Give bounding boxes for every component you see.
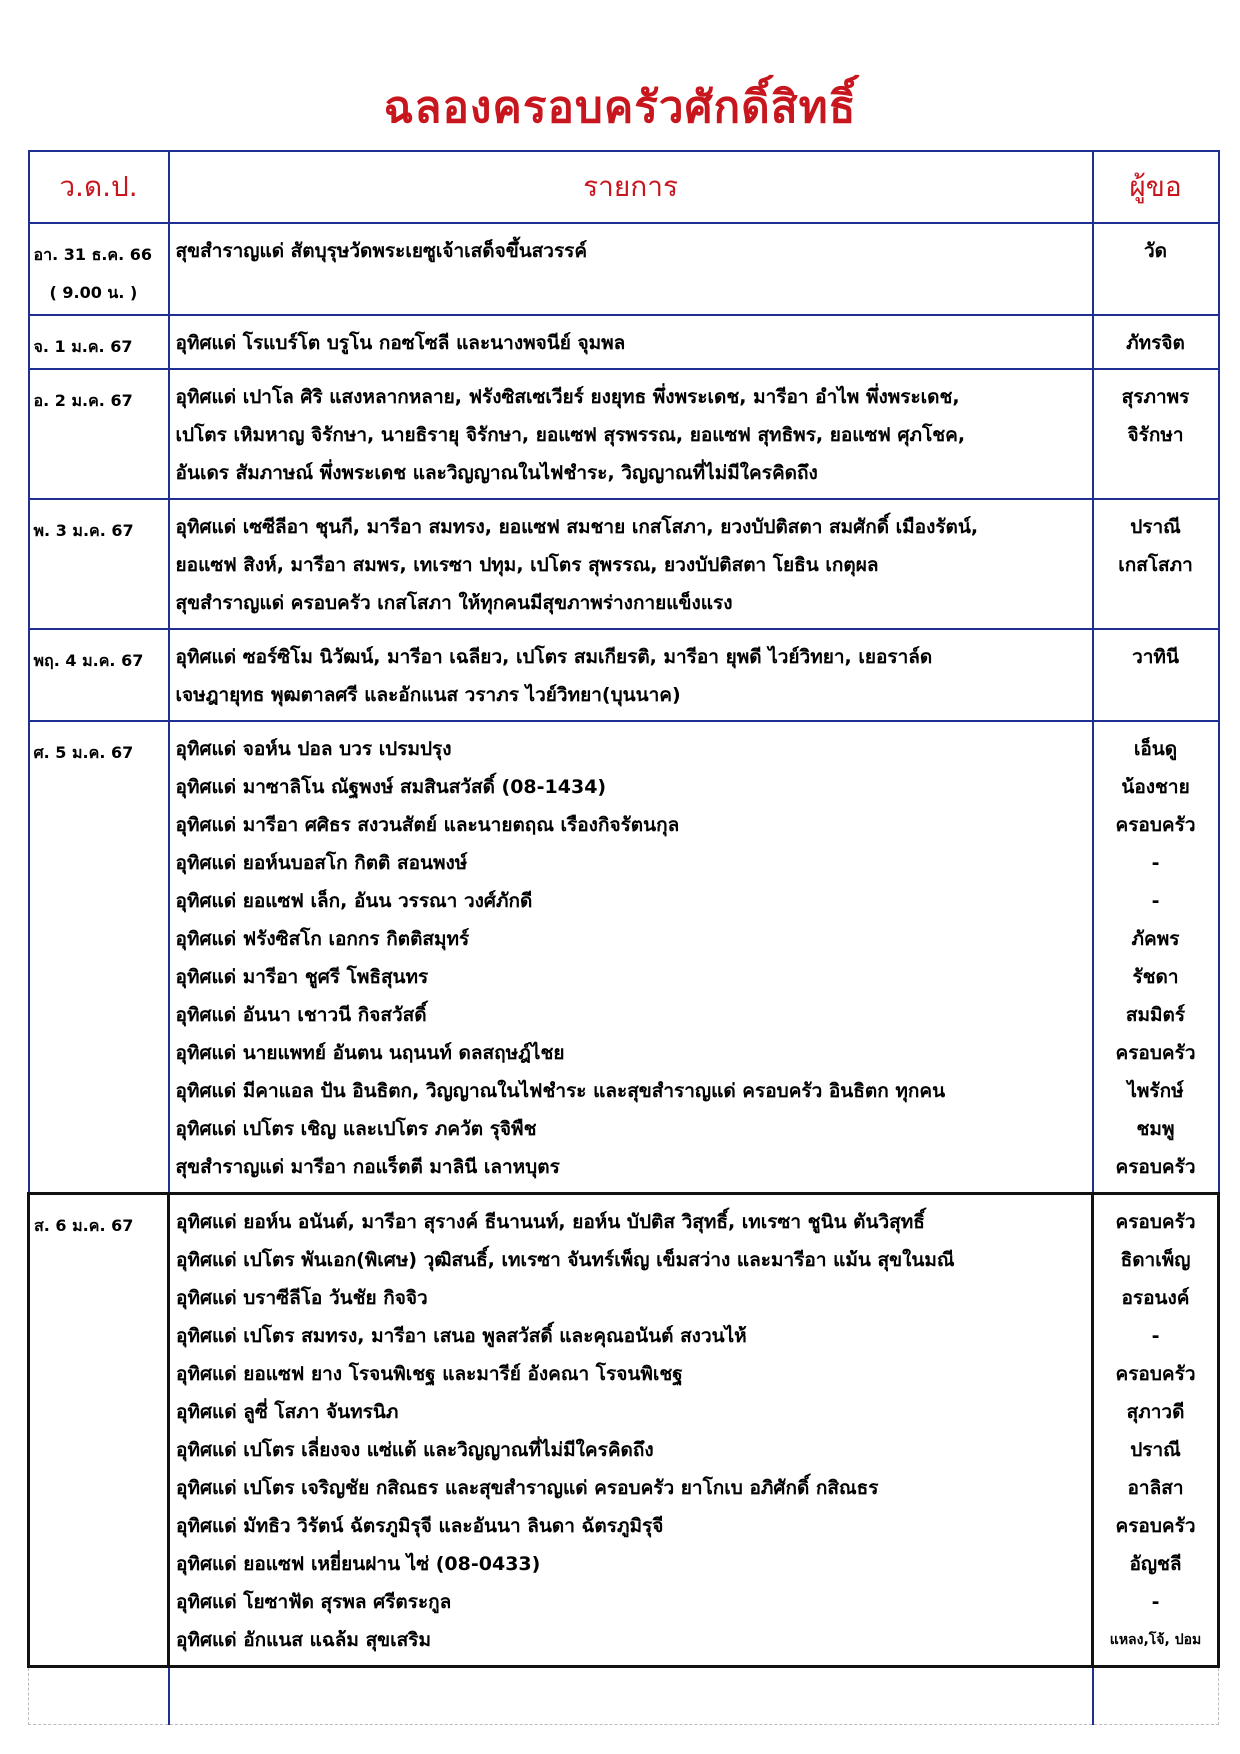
item-line: อุทิศแด่ เปโตร เลี่ยงจง แซ่แต้ และวิญญาณที่ไม่มีใครคิดถึง <box>176 1439 654 1461</box>
date-text: อา. 31 ธ.ค. 66 <box>33 245 153 264</box>
requester-line: สุรภาพร <box>1121 386 1190 408</box>
date-cell <box>29 629 169 721</box>
date-text: จ. 1 ม.ค. 67 <box>33 337 133 356</box>
item-line: เจษฎายุทธ พุฒตาลศรี และอักแนส วราภร ไวย์วิทยา(บุนนาค) <box>175 684 681 706</box>
items-cell <box>169 1194 1093 1667</box>
requester-line <box>1096 270 1216 308</box>
requester-line: ชมพู <box>1136 1118 1175 1140</box>
requester-line <box>1096 454 1216 492</box>
requester-line: น้องชาย <box>1121 776 1190 798</box>
item-line: อุทิศแด่ บราซีลีโอ วันชัย กิจจิว <box>176 1287 428 1309</box>
header-date: ว.ด.ป. <box>29 151 169 223</box>
item-line: อุทิศแด่ โรแบร์โต บรูโน กอซโซลี และนางพจนีย์ จุมพล <box>175 332 626 354</box>
item-line: อุทิศแด่ โยซาฟัด สุรพล ศรีตระกูล <box>176 1591 452 1613</box>
requester-line: อรอนงค์ <box>1121 1287 1190 1309</box>
requester-line: ครอบครัว <box>1115 1042 1196 1064</box>
table-body <box>29 223 1219 1725</box>
requester-line: - <box>1151 890 1160 912</box>
requester-line: ไพรักษ์ <box>1127 1080 1184 1102</box>
item-line: อุทิศแด่ เปโตร เจริญชัย กสิณธร และสุขสำราญแด่ ครอบครัว ยาโกเบ อภิศักดิ์ กสิณธร <box>176 1477 879 1499</box>
requester-line: ภัคพร <box>1131 928 1180 950</box>
item-line: อุทิศแด่ อักแนส แฉล้ม สุขเสริม <box>176 1629 431 1651</box>
item-line: อุทิศแด่ อันนา เชาวนี กิจสวัสดิ์ <box>175 1004 427 1026</box>
item-line: อุทิศแด่ มีคาแอล ปัน อินธิตก, วิญญาณในไฟชำระ และสุขสำราญแด่ ครอบครัว อินธิตก ทุกคน <box>175 1080 946 1102</box>
date-text: ส. 6 ม.ค. 67 <box>34 1216 134 1235</box>
requester-line: เอ็นดู <box>1133 738 1178 760</box>
table-row <box>29 721 1219 1194</box>
items-cell <box>169 499 1093 629</box>
table-row <box>29 629 1219 721</box>
item-line: อุทิศแด่ มัทธิว วิรัตน์ ฉัตรภูมิรุจี และอันนา ลินดา ฉัตรภูมิรุจี <box>176 1515 664 1537</box>
requester-cell <box>1093 315 1219 369</box>
requester-line: เกสโสภา <box>1118 554 1193 576</box>
requester-line: สมมิตร์ <box>1125 1004 1186 1026</box>
date-cell <box>29 721 169 1194</box>
item-line: อุทิศแด่ ลูซี่ โสภา จันทรนิภ <box>176 1401 399 1423</box>
empty-cell <box>29 1667 169 1725</box>
item-line: อุทิศแด่ ยอห์นบอสโก กิตติ สอนพงษ์ <box>175 852 468 874</box>
empty-cell <box>1093 1667 1219 1725</box>
table-row <box>29 223 1219 315</box>
requester-line: ภัทรจิต <box>1126 332 1185 354</box>
requester-line: ครอบครัว <box>1115 814 1196 836</box>
requester-cell <box>1093 369 1219 499</box>
item-line: สุขสำราญแด่ สัตบุรุษวัดพระเยซูเจ้าเสด็จขึ้นสวรรค์ <box>175 240 588 262</box>
item-line: สุขสำราญแด่ ครอบครัว เกสโสภา ให้ทุกคนมีสุขภาพร่างกายแข็งแรง <box>175 592 733 614</box>
requester-cell <box>1093 499 1219 629</box>
date-cell <box>29 499 169 629</box>
item-line: อุทิศแด่ เปโตร พันเอก(พิเศษ) วุฒิสนธิ์, เทเรซา จันทร์เพ็ญ เข็มสว่าง และมารีอา แม้น สุขในมณี <box>176 1249 955 1271</box>
requester-line: - <box>1151 1325 1160 1347</box>
date-text: พฤ. 4 ม.ค. 67 <box>33 651 144 670</box>
item-line: อุทิศแด่ ฟรังซิสโก เอกกร กิตติสมุทร์ <box>175 928 470 950</box>
requester-line <box>1096 584 1216 622</box>
date-text: พ. 3 ม.ค. 67 <box>33 521 134 540</box>
table-row <box>29 1194 1219 1667</box>
date-cell <box>29 369 169 499</box>
header-requester: ผู้ขอ <box>1093 151 1219 223</box>
requester-line: ครอบครัว <box>1115 1515 1196 1537</box>
requester-line: รัชดา <box>1132 966 1179 988</box>
requester-line: อัญชลี <box>1129 1553 1182 1575</box>
requester-line: - <box>1151 1591 1160 1613</box>
time-text: ( 9.00 น. ) <box>49 283 138 302</box>
requester-line: - <box>1151 852 1160 874</box>
page-title: ฉลองครอบครัวศักดิ์สิทธิ์ <box>383 82 857 133</box>
requester-line: ครอบครัว <box>1115 1211 1196 1233</box>
requester-line: วัด <box>1144 240 1168 262</box>
item-line: อุทิศแด่ นายแพทย์ อันตน นฤนนท์ ดลสฤษฎ์ไชย <box>175 1042 565 1064</box>
items-cell <box>169 223 1093 315</box>
requester-cell <box>1093 1194 1219 1667</box>
requester-line: ครอบครัว <box>1115 1156 1196 1178</box>
item-line: อุทิศแด่ ซอร์ซิโม นิวัฒน์, มารีอา เฉลียว, เปโตร สมเกียรติ, มารีอา ยุพดี ไวย์วิทยา, เยอราล์ด <box>175 646 933 668</box>
requester-line: อาลิสา <box>1127 1477 1184 1499</box>
date-cell <box>29 315 169 369</box>
item-line: อุทิศแด่ ยอแซฟ เล็ก, อันน วรรณา วงศ์ภักดี <box>175 890 533 912</box>
date-text: ศ. 5 ม.ค. 67 <box>33 743 134 762</box>
requester-cell <box>1093 721 1219 1194</box>
item-line: อุทิศแด่ ยอแซฟ ยาง โรจนพิเชฐ และมารีย์ อังคณา โรจนพิเชฐ <box>176 1363 683 1385</box>
items-cell <box>169 721 1093 1194</box>
requester-line: ปราณี <box>1130 516 1181 538</box>
date-text: อ. 2 ม.ค. 67 <box>33 391 133 410</box>
date-cell <box>29 223 169 315</box>
table-row <box>29 499 1219 629</box>
table-header-row <box>29 151 1219 223</box>
requester-line: ปราณี <box>1130 1439 1181 1461</box>
item-line: อุทิศแด่ ยอห์น อนันต์, มารีอา สุรางค์ ธีนานนท์, ยอห์น บัปติส วิสุทธิ์, เทเรซา ชูนิน ตันวิสุทธิ์ <box>176 1211 925 1233</box>
items-cell <box>169 315 1093 369</box>
item-line: อุทิศแด่ เปาโล ศิริ แสงหลากหลาย, ฟรังซิสเซเวียร์ ยงยุทธ พึ่งพระเดช, มารีอา อำไพ พึ่งพระเดช, <box>175 386 960 408</box>
requester-line <box>1096 676 1216 714</box>
item-line: อันเดร สัมภาษณ์ พึ่งพระเดช และวิญญาณในไฟชำระ, วิญญาณที่ไม่มีใครคิดถึง <box>175 462 818 484</box>
item-line: สุขสำราญแด่ มารีอา กอแร็ตตี มาลินี เลาหบุตร <box>175 1156 560 1178</box>
items-cell <box>169 629 1093 721</box>
header-item: รายการ <box>169 151 1093 223</box>
date-cell <box>29 1194 169 1667</box>
empty-row <box>29 1667 1219 1725</box>
requester-line: จิรักษา <box>1127 424 1184 446</box>
requester-line: สุภาวดี <box>1126 1401 1185 1423</box>
requester-line: วาทินี <box>1132 646 1179 668</box>
item-line: อุทิศแด่ เปโตร สมทรง, มารีอา เสนอ พูลสวัสดิ์ และคุณอนันต์ สงวนไห้ <box>176 1325 747 1347</box>
item-line: อุทิศแด่ ยอแซฟ เหยี่ยนฝาน ไซ่ (08-0433) <box>176 1553 541 1575</box>
item-line: อุทิศแด่ มารีอา ชูศรี โพธิสุนทร <box>175 966 429 988</box>
item-line: อุทิศแด่ มารีอา ศศิธร สงวนสัตย์ และนายตฤณ เรืองกิจรัตนกุล <box>175 814 680 836</box>
item-line: อุทิศแด่ เปโตร เชิญ และเปโตร ภควัต รุจิพืช <box>175 1118 537 1140</box>
requester-cell <box>1093 629 1219 721</box>
requester-line: ครอบครัว <box>1115 1363 1196 1385</box>
item-line: เปโตร เหิมหาญ จิรักษา, นายธิรายุ จิรักษา, ยอแซฟ สุรพรรณ, ยอแซฟ สุทธิพร, ยอแซฟ ศุภโชค, <box>175 424 966 446</box>
item-line: อุทิศแด่ เซซีลีอา ชุนกี, มารีอา สมทรง, ยอแซฟ สมชาย เกสโสภา, ยวงบัปติสตา สมศักดิ์ เมืองรัตน์, <box>175 516 979 538</box>
table-row <box>29 369 1219 499</box>
item-line: อุทิศแด่ มาซาลิโน ณัฐพงษ์ สมสินสวัสดิ์ (08-1434) <box>175 776 607 798</box>
items-cell <box>169 369 1093 499</box>
requester-cell <box>1093 223 1219 315</box>
table-row <box>29 315 1219 369</box>
requester-line: ธิดาเพ็ญ <box>1120 1249 1191 1271</box>
requester-line: แหลง,โจ้, ปอม <box>1109 1632 1202 1648</box>
item-line <box>176 270 1086 308</box>
item-line: อุทิศแด่ จอห์น ปอล บวร เปรมปรุง <box>175 738 452 760</box>
empty-cell <box>169 1667 1093 1725</box>
item-line: ยอแซฟ สิงห์, มารีอา สมพร, เทเรซา ปทุม, เปโตร สุพรรณ, ยวงบัปติสตา โยธิน เกตุผล <box>175 554 879 576</box>
schedule-table <box>27 150 1220 1725</box>
